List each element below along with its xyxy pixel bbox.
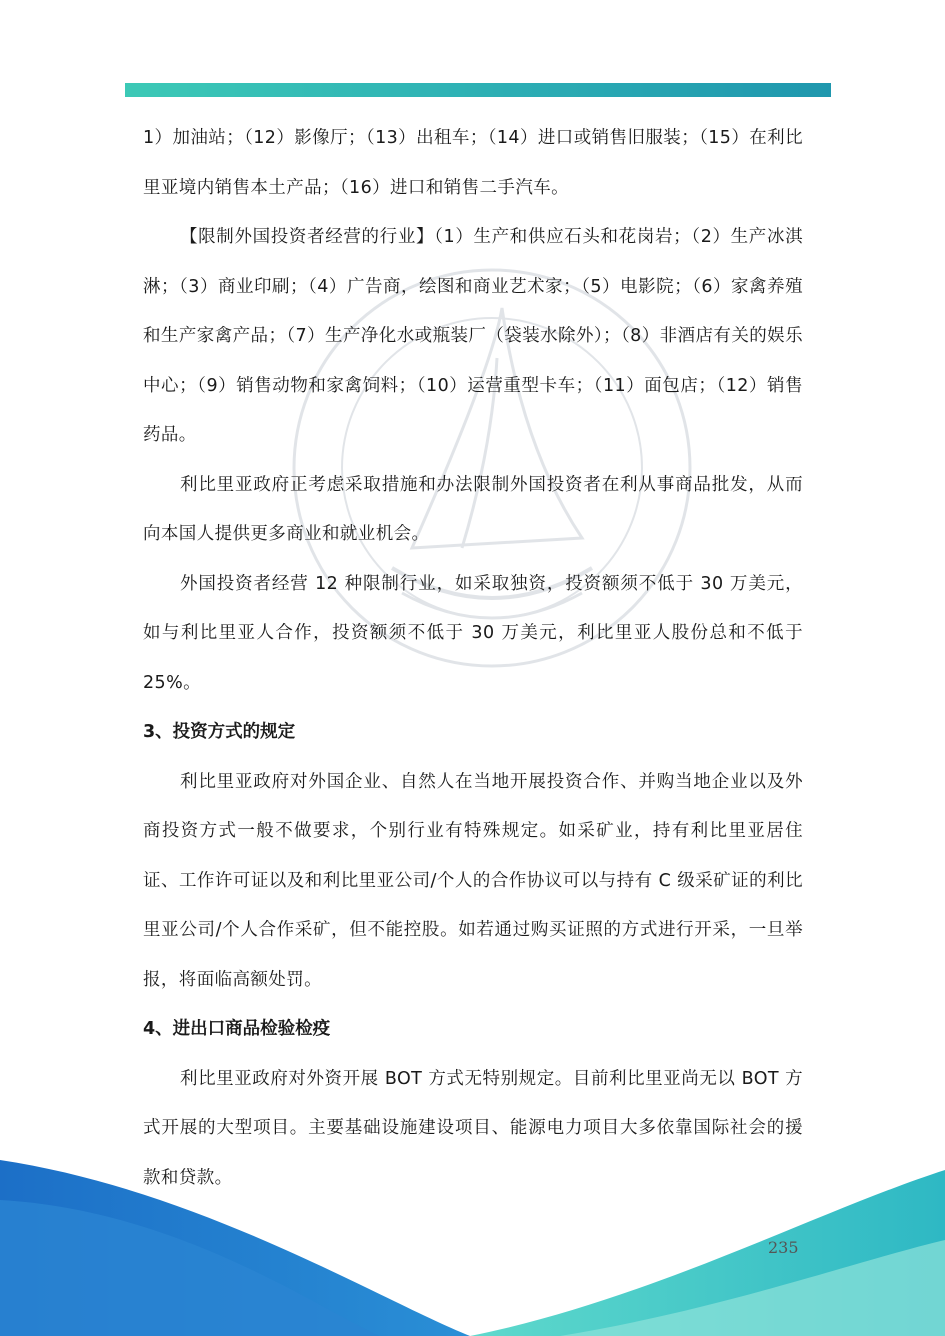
section-heading-import-export-inspection: 4、进出口商品检验检疫 <box>143 1019 331 1039</box>
paragraph-investment-methods: 利比里亚政府对外国企业、自然人在当地开展投资合作、并购当地企业以及外商投资方式一般不做要求，个别行业有特殊规定。如采矿业，持有利比里亚居住证、工作许可证以及和利比里亚公司/个人的合作协议可以与持有 C 级采矿证的利比里亚公司/个人合作采矿，但不能控股。如若通过购买证照的方式进行开采，一旦举报，将面临高额处罚。 <box>143 771 803 990</box>
paragraph-wholesale-restriction: 利比里亚政府正考虑采取措施和办法限制外国投资者在利从事商品批发，从而向本国人提供更多商业和就业机会。 <box>143 474 803 544</box>
section-heading-investment-methods: 3、投资方式的规定 <box>143 722 296 742</box>
paragraph-investment-minimum: 外国投资者经营 12 种限制行业，如采取独资，投资额须不低于 30 万美元，如与利比里亚人合作，投资额须不低于 30 万美元，利比里亚人股份总和不低于 25%。 <box>143 573 803 693</box>
header-accent-bar <box>125 83 831 97</box>
paragraph-bot-projects: 利比里亚政府对外资开展 BOT 方式无特别规定。目前利比里亚尚无以 BOT 方式开展的大型项目。主要基础设施建设项目、能源电力项目大多依靠国际社会的援款和贷款。 <box>143 1068 803 1188</box>
paragraph-prohibited-list-continued: 1）加油站；（12）影像厅；（13）出租车；（14）进口或销售旧服装；（15）在利比里亚境内销售本土产品；（16）进口和销售二手汽车。 <box>143 128 803 198</box>
page-number: 235 <box>768 1238 799 1257</box>
paragraph-restricted-industries: 【限制外国投资者经营的行业】（1）生产和供应石头和花岗岩；（2）生产冰淇淋；（3）商业印刷；（4）广告商，绘图和商业艺术家；（5）电影院；（6）家禽养殖和生产家禽产品；（7）生产净化水或瓶装厂（袋装水除外）；（8）非酒店有关的娱乐中心；（9）销售动物和家禽饲料；（10）运营重型卡车；（11）面包店；（12）销售药品。 <box>143 227 803 445</box>
page-body <box>143 114 803 1203</box>
footer-wave-decoration <box>0 1150 945 1336</box>
